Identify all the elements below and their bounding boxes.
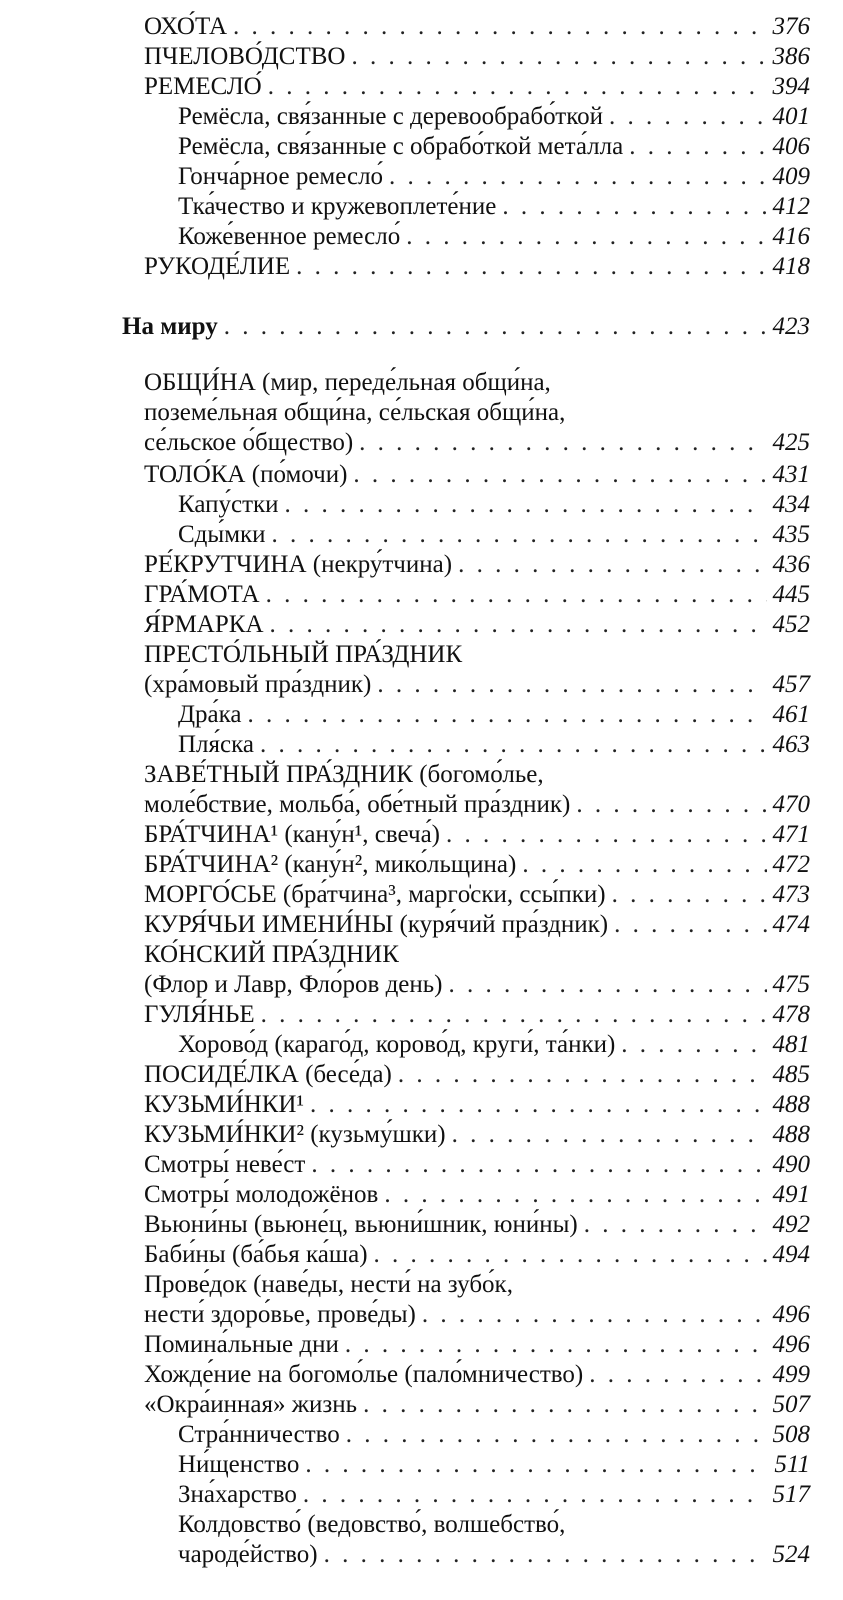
entry-title: Капу́стки xyxy=(178,491,279,518)
toc-line xyxy=(144,1360,810,1390)
page-number: 481 xyxy=(772,1031,810,1058)
page-number: 472 xyxy=(772,851,810,878)
page-number: 471 xyxy=(772,821,810,848)
dot-leader xyxy=(449,970,767,1000)
entry-title: Тка́чество и кружевоплете́ние xyxy=(178,193,497,220)
toc-line xyxy=(144,12,810,42)
toc-line xyxy=(144,1060,810,1090)
toc-line xyxy=(178,1480,810,1510)
dot-leader xyxy=(374,1240,767,1270)
toc-line xyxy=(144,850,810,880)
page-number: 492 xyxy=(772,1211,810,1238)
entry-title: чароде́йство) xyxy=(178,1541,318,1568)
toc-line xyxy=(144,42,810,72)
page-number: 409 xyxy=(772,163,810,190)
dot-leader xyxy=(296,252,766,282)
entry-title: МОРГО́СЬЕ (бра́тчина³, маргo̍ски, ссы́пки) xyxy=(144,881,606,908)
entry-title: КУЗЬМИ́НКИ¹ xyxy=(144,1091,304,1118)
page-number: 511 xyxy=(774,1451,810,1478)
toc-line xyxy=(144,670,810,700)
dot-leader xyxy=(305,1450,768,1480)
toc-line xyxy=(144,820,810,850)
toc-line xyxy=(178,1030,810,1060)
toc-line xyxy=(144,760,544,790)
dot-leader xyxy=(629,132,766,162)
toc-line xyxy=(178,1510,565,1540)
entry-title: Хорово́д (караго́д, корово́д, круги́, та́нки) xyxy=(178,1031,616,1058)
dot-leader xyxy=(310,1090,767,1120)
page-number: 524 xyxy=(772,1541,810,1568)
toc-line xyxy=(144,880,810,910)
page-number: 376 xyxy=(772,13,810,40)
entry-title: «Окра́инная» жизнь xyxy=(144,1391,358,1418)
toc-line xyxy=(144,1330,810,1360)
dot-leader xyxy=(261,1000,767,1030)
toc-line xyxy=(144,1270,513,1300)
entry-title: Вьюни́ны (вьюне́ц, вьюни́шник, юни́ны) xyxy=(144,1211,578,1238)
dot-leader xyxy=(452,1120,767,1150)
page-number: 425 xyxy=(772,429,810,456)
toc-line xyxy=(178,102,810,132)
page-number: 452 xyxy=(772,611,810,638)
page-number: 494 xyxy=(772,1241,810,1268)
entry-title: Стра́нничество xyxy=(178,1421,340,1448)
dot-leader xyxy=(389,162,766,192)
dot-leader xyxy=(233,12,766,42)
entry-title: Дра́ка xyxy=(178,701,242,728)
entry-title: Ремёсла, свя́занные с обрабо́ткой мета́лла xyxy=(178,133,624,160)
toc-line xyxy=(178,1450,810,1480)
toc-line xyxy=(178,1420,810,1450)
toc-line xyxy=(144,610,810,640)
page-number: 474 xyxy=(772,911,810,938)
entry-title: Ни́щенство xyxy=(178,1451,300,1478)
dot-leader xyxy=(446,820,766,850)
dot-leader xyxy=(377,670,766,700)
page-number: 423 xyxy=(772,313,810,340)
dot-leader xyxy=(384,1180,766,1210)
entry-title: моле́бствие, мольба́, обе́тный пра́здник) xyxy=(144,791,571,818)
dot-leader xyxy=(359,428,766,458)
entry-title: БРА́ТЧИНА¹ (кану́н¹, свеча́) xyxy=(144,821,441,848)
toc-line xyxy=(178,222,810,252)
dot-leader xyxy=(285,490,767,520)
toc-line xyxy=(178,520,810,550)
entry-title: РЕ́КРУТЧИНА (некру́тчина) xyxy=(144,551,453,578)
entry-title: Я́РМАРКА xyxy=(144,611,264,638)
page-number: 431 xyxy=(772,461,810,488)
dot-leader xyxy=(621,1030,766,1060)
entry-title: РУКОДЕ́ЛИЕ xyxy=(144,253,291,280)
dot-leader xyxy=(576,790,766,820)
dot-leader xyxy=(609,102,767,132)
toc-line xyxy=(178,730,810,760)
dot-leader xyxy=(398,1060,767,1090)
toc-line xyxy=(144,1090,810,1120)
dot-leader xyxy=(363,1390,766,1420)
entry-title: Прове́док (наве́ды, нести́ на зубо́к, xyxy=(144,1271,513,1298)
toc-line xyxy=(144,72,810,102)
entry-title: КУРЯ́ЧЬИ ИМЕНИ́НЫ (куря́чий пра́здник) xyxy=(144,911,609,938)
dot-leader xyxy=(614,910,766,940)
entry-title: ТОЛО́КА (по́мочи) xyxy=(144,461,348,488)
page-number: 488 xyxy=(772,1091,810,1118)
dot-leader xyxy=(612,880,767,910)
toc-line xyxy=(122,312,810,342)
entry-title: Помина́льные дни xyxy=(144,1331,339,1358)
entry-title: ПРЕСТО́ЛЬНЫЙ ПРА́ЗДНИК xyxy=(144,641,463,668)
toc-line xyxy=(144,790,810,820)
toc-line xyxy=(144,460,810,490)
dot-leader xyxy=(353,460,766,490)
dot-leader xyxy=(458,550,766,580)
page-number: 491 xyxy=(772,1181,810,1208)
toc-line xyxy=(144,1180,810,1210)
entry-title: Коже́венное ремесло́ xyxy=(178,223,401,250)
toc-line xyxy=(144,1240,810,1270)
toc-line xyxy=(144,1120,810,1150)
toc-line xyxy=(178,490,810,520)
dot-leader xyxy=(266,580,767,610)
page-number: 386 xyxy=(772,43,810,70)
dot-leader xyxy=(268,72,767,102)
entry-title: Ремёсла, свя́занные с деревообрабо́ткой xyxy=(178,103,603,130)
toc-line xyxy=(144,1300,810,1330)
dot-leader xyxy=(502,192,766,222)
page-number: 406 xyxy=(772,133,810,160)
dot-leader xyxy=(260,730,767,760)
entry-title: поземе́льная общи́на, се́льская общи́на, xyxy=(144,399,566,426)
toc-line xyxy=(178,700,810,730)
entry-title: ГУЛЯ́НЬЕ xyxy=(144,1001,255,1028)
page-number: 496 xyxy=(772,1331,810,1358)
page-number: 463 xyxy=(772,731,810,758)
page-number: 418 xyxy=(772,253,810,280)
entry-title: (Флор и Лавр, Фло́ров день) xyxy=(144,971,443,998)
entry-title: БРА́ТЧИНА² (кану́н², мико́льщина) xyxy=(144,851,517,878)
entry-title: РЕМЕСЛО́ xyxy=(144,73,262,100)
toc-line xyxy=(144,550,810,580)
dot-leader xyxy=(324,1540,767,1570)
toc-line xyxy=(144,910,810,940)
dot-leader xyxy=(589,1360,766,1390)
page-number: 412 xyxy=(772,193,810,220)
toc-line xyxy=(144,970,810,1000)
entry-title: Гонча́рное ремесло́ xyxy=(178,163,384,190)
page-number: 434 xyxy=(772,491,810,518)
page-number: 473 xyxy=(772,881,810,908)
entry-title: ЗАВЕ́ТНЫЙ ПРА́ЗДНИК (богомо́лье, xyxy=(144,761,544,788)
dot-leader xyxy=(303,1480,767,1510)
dot-leader xyxy=(406,222,766,252)
toc-line xyxy=(144,368,551,398)
entry-title: Сды́мки xyxy=(178,521,266,548)
entry-title: нести́ здоро́вье, прове́ды) xyxy=(144,1301,416,1328)
page-number: 394 xyxy=(772,73,810,100)
toc-line xyxy=(144,580,810,610)
entry-title: ОХО́ТА xyxy=(144,13,228,40)
page-number: 507 xyxy=(772,1391,810,1418)
entry-title: Колдовство́ (ведовство́, волшебство́, xyxy=(178,1511,566,1538)
page-number: 461 xyxy=(772,701,810,728)
entry-title: Хожде́ние на богомо́лье (пало́мничество) xyxy=(144,1361,584,1388)
toc-line xyxy=(144,940,399,970)
entry-title: ОБЩИ́НА (мир, переде́льная общи́на, xyxy=(144,369,551,396)
toc-line xyxy=(144,640,462,670)
page-number: 485 xyxy=(772,1061,810,1088)
page-number: 470 xyxy=(772,791,810,818)
toc-line xyxy=(144,428,810,458)
page-number: 478 xyxy=(772,1001,810,1028)
dot-leader xyxy=(422,1300,767,1330)
entry-title: Смотры́ молодожёнов xyxy=(144,1181,379,1208)
entry-title: ГРА́МОТА xyxy=(144,581,260,608)
toc-line xyxy=(178,1540,810,1570)
page-number: 508 xyxy=(772,1421,810,1448)
dot-leader xyxy=(522,850,766,880)
entry-title: ПОСИДЕ́ЛКА (бесе́да) xyxy=(144,1061,392,1088)
page-number: 488 xyxy=(772,1121,810,1148)
entry-title: (хра́мовый пра́здник) xyxy=(144,671,372,698)
page-number: 436 xyxy=(772,551,810,578)
dot-leader xyxy=(224,312,767,342)
toc-line xyxy=(178,192,810,222)
page-number: 517 xyxy=(772,1481,810,1508)
page-number: 445 xyxy=(772,581,810,608)
dot-leader xyxy=(345,1330,767,1360)
entry-title: Пля́ска xyxy=(178,731,254,758)
section-title: На миру xyxy=(122,313,218,340)
entry-title: КО́НСКИЙ ПРА́ЗДНИК xyxy=(144,941,399,968)
dot-leader xyxy=(346,1420,767,1450)
entry-title: Смотры́ неве́ст xyxy=(144,1151,306,1178)
toc-line xyxy=(144,1210,810,1240)
entry-title: се́льское о́бщество) xyxy=(144,429,354,456)
page-number: 435 xyxy=(772,521,810,548)
entry-title: ПЧЕЛОВО́ДСТВО xyxy=(144,43,346,70)
dot-leader xyxy=(270,610,767,640)
dot-leader xyxy=(248,700,767,730)
page-number: 475 xyxy=(772,971,810,998)
toc-line xyxy=(178,162,810,192)
toc-line xyxy=(144,1390,810,1420)
page-number: 401 xyxy=(772,103,810,130)
dot-leader xyxy=(351,42,766,72)
entry-title: КУЗЬМИ́НКИ² (кузьму́шки) xyxy=(144,1121,446,1148)
page-number: 499 xyxy=(772,1361,810,1388)
dot-leader xyxy=(311,1150,766,1180)
toc-line xyxy=(144,1150,810,1180)
dot-leader xyxy=(584,1210,767,1240)
page-number: 490 xyxy=(772,1151,810,1178)
toc-line xyxy=(178,132,810,162)
entry-title: Баби́ны (ба́бья ка́ша) xyxy=(144,1241,368,1268)
page-number: 457 xyxy=(772,671,810,698)
toc-line xyxy=(144,252,810,282)
toc-line xyxy=(144,398,565,428)
page-number: 496 xyxy=(772,1301,810,1328)
page-number: 416 xyxy=(772,223,810,250)
dot-leader xyxy=(272,520,767,550)
toc-line xyxy=(144,1000,810,1030)
entry-title: Зна́харство xyxy=(178,1481,297,1508)
